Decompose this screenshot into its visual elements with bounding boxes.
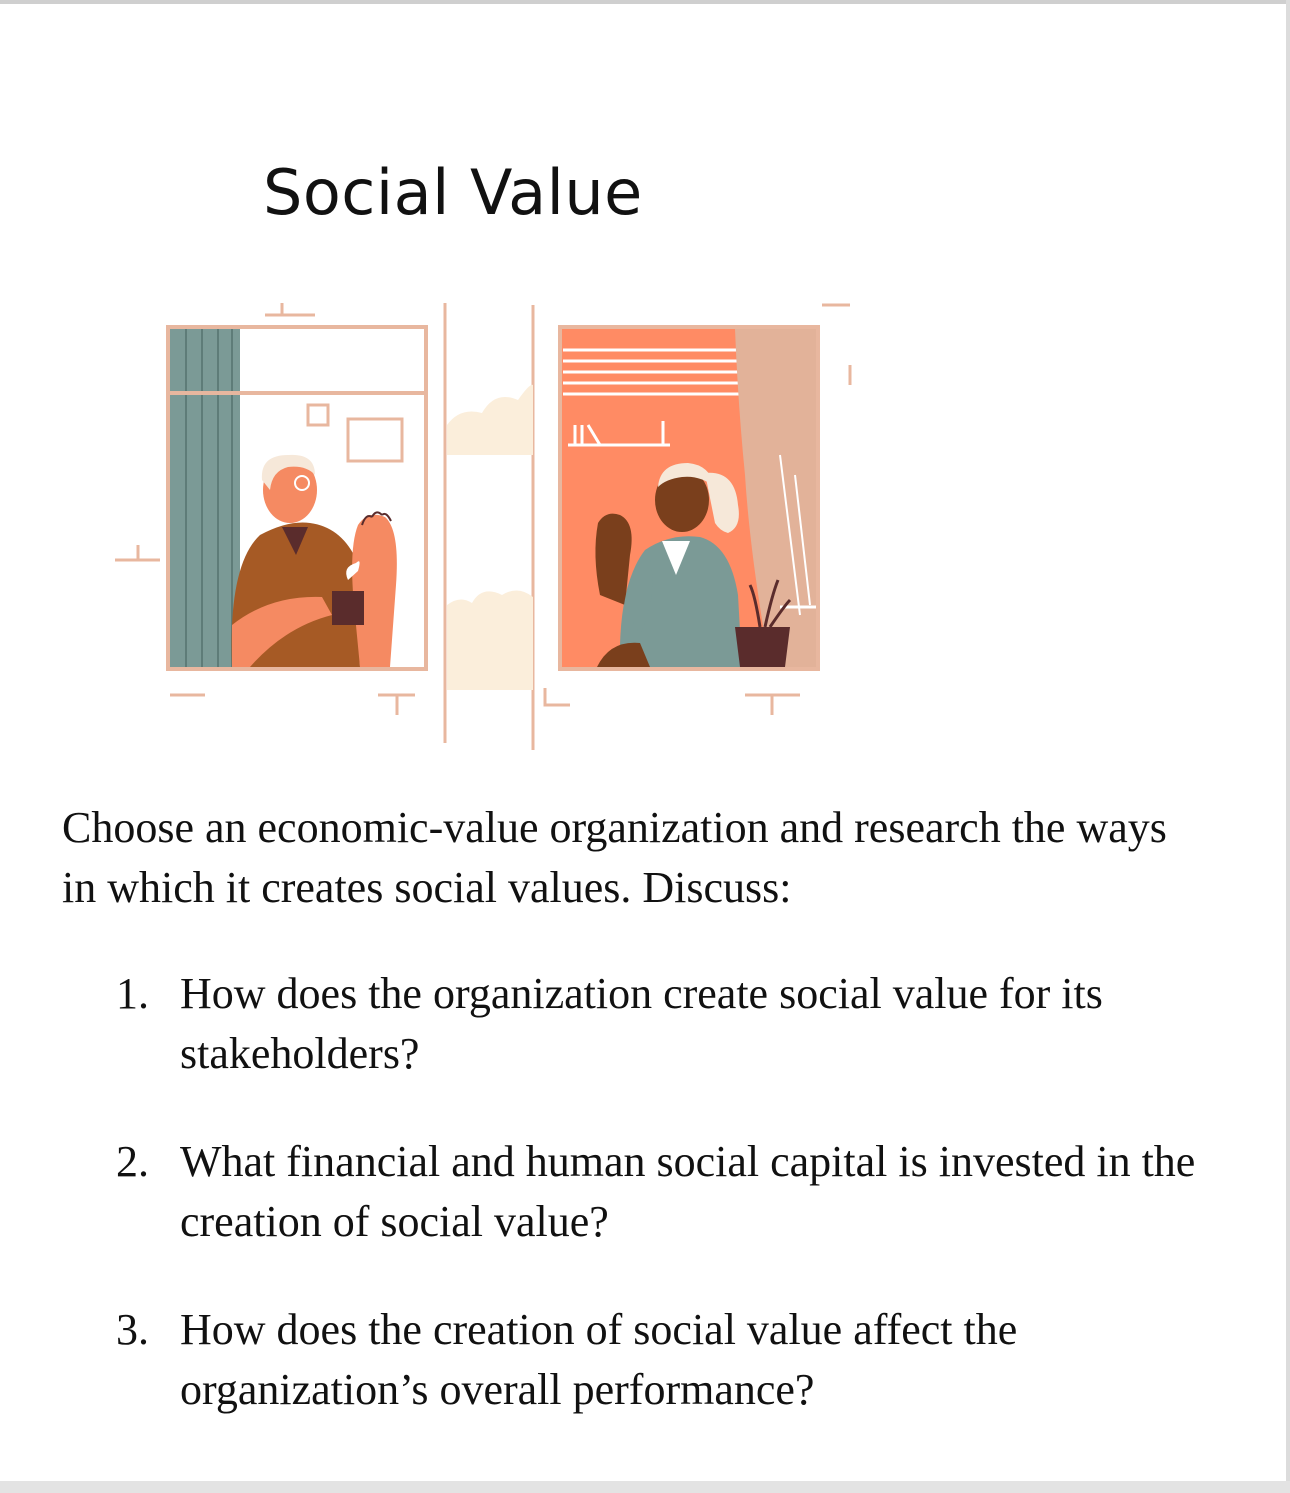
question-number: 3. (116, 1305, 149, 1354)
discussion-questions (116, 964, 1240, 1468)
question-text: How does the creation of social value affect the organization’s overall performance? (180, 1305, 1018, 1414)
bottom-border (0, 1481, 1290, 1493)
right-border (1286, 0, 1290, 1493)
right-window (560, 327, 818, 669)
top-border (0, 0, 1290, 4)
question-number: 2. (116, 1137, 149, 1186)
question-item (116, 1132, 1240, 1252)
question-number: 1. (116, 969, 149, 1018)
question-text: What financial and human social capital is invested in the creation of social value? (180, 1137, 1196, 1246)
cloud-shapes (447, 385, 533, 690)
left-window (168, 327, 426, 669)
neighbors-waving-illustration (110, 295, 870, 760)
question-item (116, 964, 1240, 1084)
question-item (116, 1300, 1240, 1420)
intro-paragraph: Choose an economic-value organization and research the ways in which it creates social values. Discuss: (62, 803, 1167, 912)
question-text: How does the organization create social value for its stakeholders? (180, 969, 1103, 1078)
page-title: Social Value (263, 156, 643, 229)
